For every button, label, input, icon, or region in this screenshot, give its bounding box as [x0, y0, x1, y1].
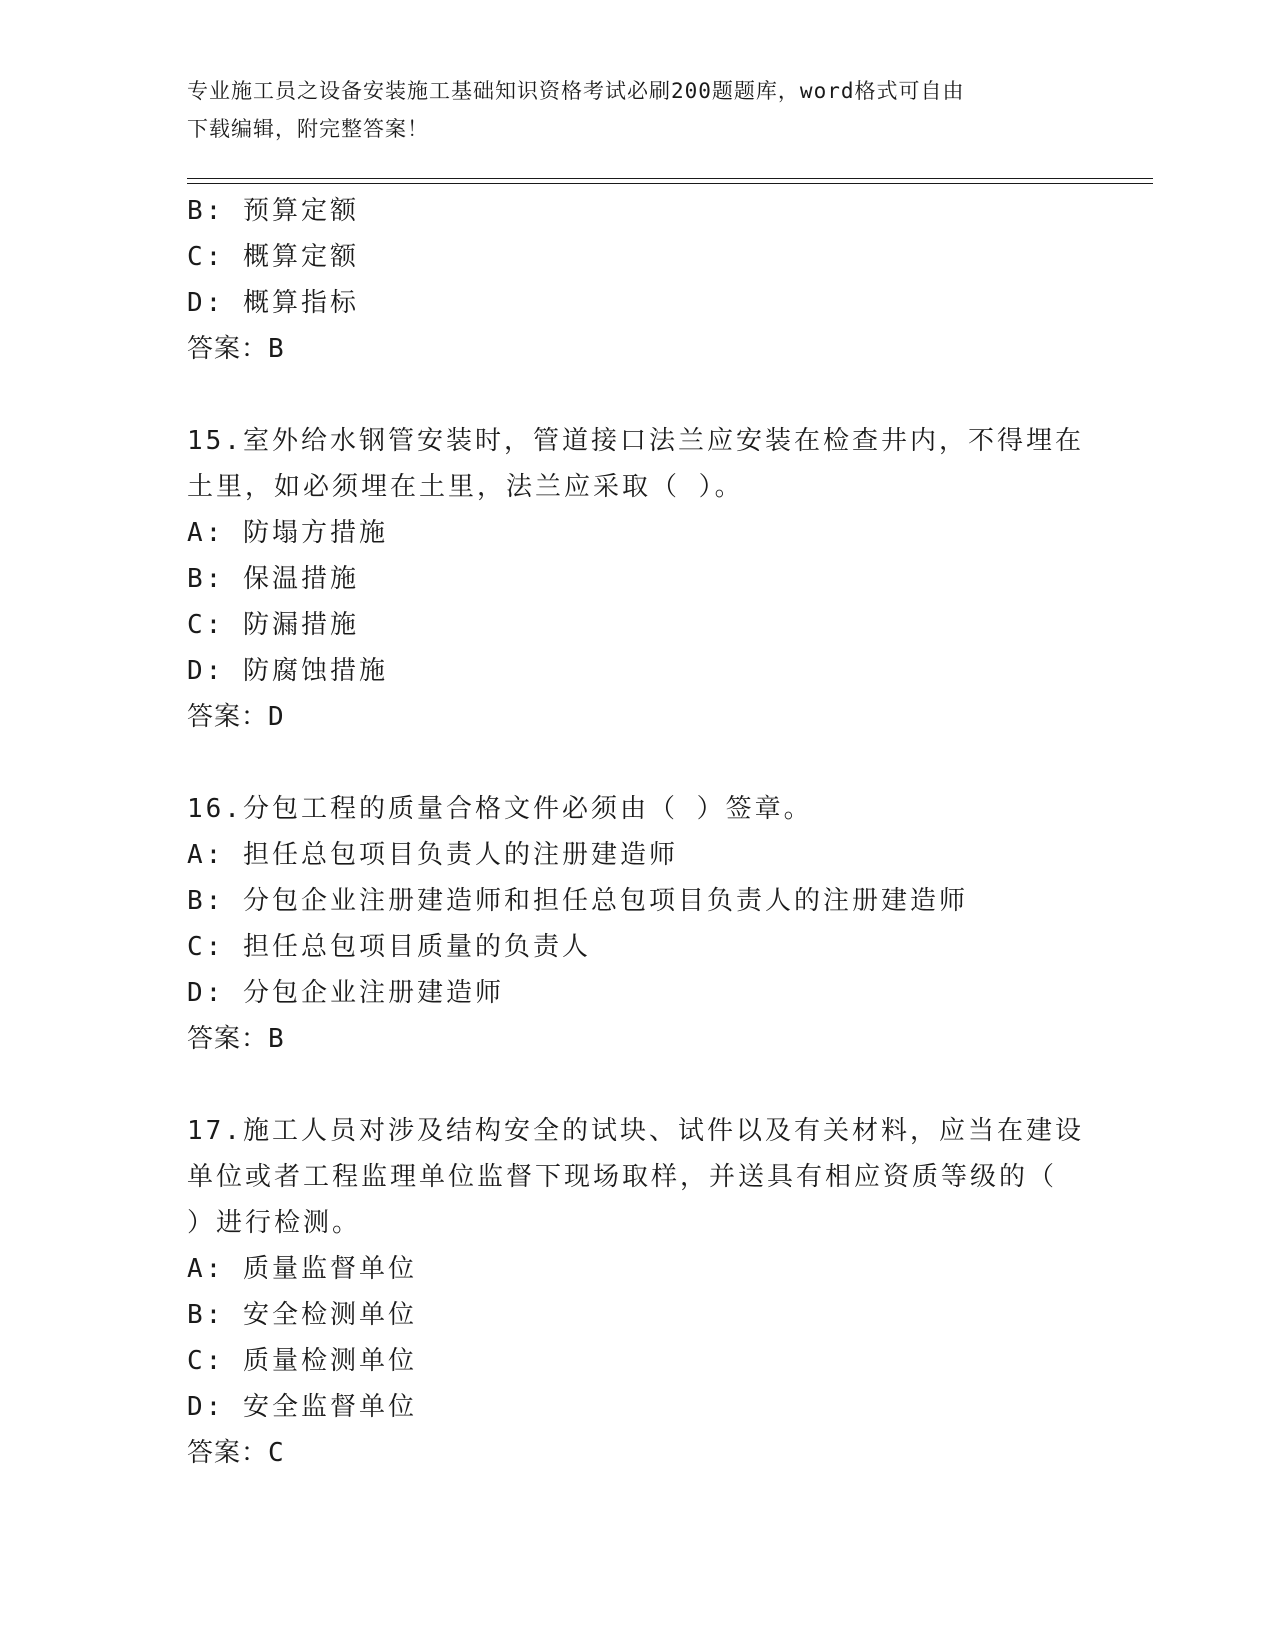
question-list — [187, 188, 1087, 1476]
option-b: B: 分包企业注册建造师和担任总包项目负责人的注册建造师 — [187, 886, 968, 916]
header-title-line1: 专业施工员之设备安装施工基础知识资格考试必刷200题题库，word格式可自由 — [187, 79, 965, 103]
option-d: D: 安全监督单位 — [187, 1392, 417, 1422]
question-stem: ）进行检测。 — [187, 1208, 362, 1238]
spacer — [187, 372, 1087, 418]
option-a: A: 防塌方措施 — [187, 518, 388, 548]
option-d: D: 概算指标 — [187, 288, 359, 318]
option-b: B: 预算定额 — [187, 196, 359, 226]
question-15 — [187, 418, 1087, 740]
option-d: D: 防腐蚀措施 — [187, 656, 388, 686]
question-stem: 16.分包工程的质量合格文件必须由（ ）签章。 — [187, 794, 813, 824]
option-c: C: 质量检测单位 — [187, 1346, 417, 1376]
header-divider-top — [187, 178, 1153, 179]
question-stem: 单位或者工程监理单位监督下现场取样，并送具有相应资质等级的（ — [187, 1162, 1058, 1192]
option-d: D: 分包企业注册建造师 — [187, 978, 504, 1008]
question-14-tail — [187, 188, 1087, 372]
answer-line: 答案：C — [187, 1438, 285, 1468]
question-stem: 土里，如必须埋在土里，法兰应采取（ ）。 — [187, 472, 744, 502]
answer-line: 答案：B — [187, 1024, 285, 1054]
option-b: B: 安全检测单位 — [187, 1300, 417, 1330]
spacer — [187, 740, 1087, 786]
answer-line: 答案：D — [187, 702, 285, 732]
document-header — [187, 72, 1067, 148]
spacer — [187, 1062, 1087, 1108]
question-stem: 15.室外给水钢管安装时，管道接口法兰应安装在检查井内，不得埋在 — [187, 426, 1084, 456]
question-16 — [187, 786, 1087, 1062]
answer-line: 答案：B — [187, 334, 285, 364]
option-c: C: 防漏措施 — [187, 610, 359, 640]
header-divider-bottom — [187, 183, 1153, 184]
question-stem: 17.施工人员对涉及结构安全的试块、试件以及有关材料，应当在建设 — [187, 1116, 1084, 1146]
option-a: A: 担任总包项目负责人的注册建造师 — [187, 840, 678, 870]
option-c: C: 概算定额 — [187, 242, 359, 272]
question-17 — [187, 1108, 1087, 1476]
option-a: A: 质量监督单位 — [187, 1254, 417, 1284]
option-c: C: 担任总包项目质量的负责人 — [187, 932, 591, 962]
option-b: B: 保温措施 — [187, 564, 359, 594]
header-title-line2: 下载编辑，附完整答案！ — [187, 117, 429, 141]
